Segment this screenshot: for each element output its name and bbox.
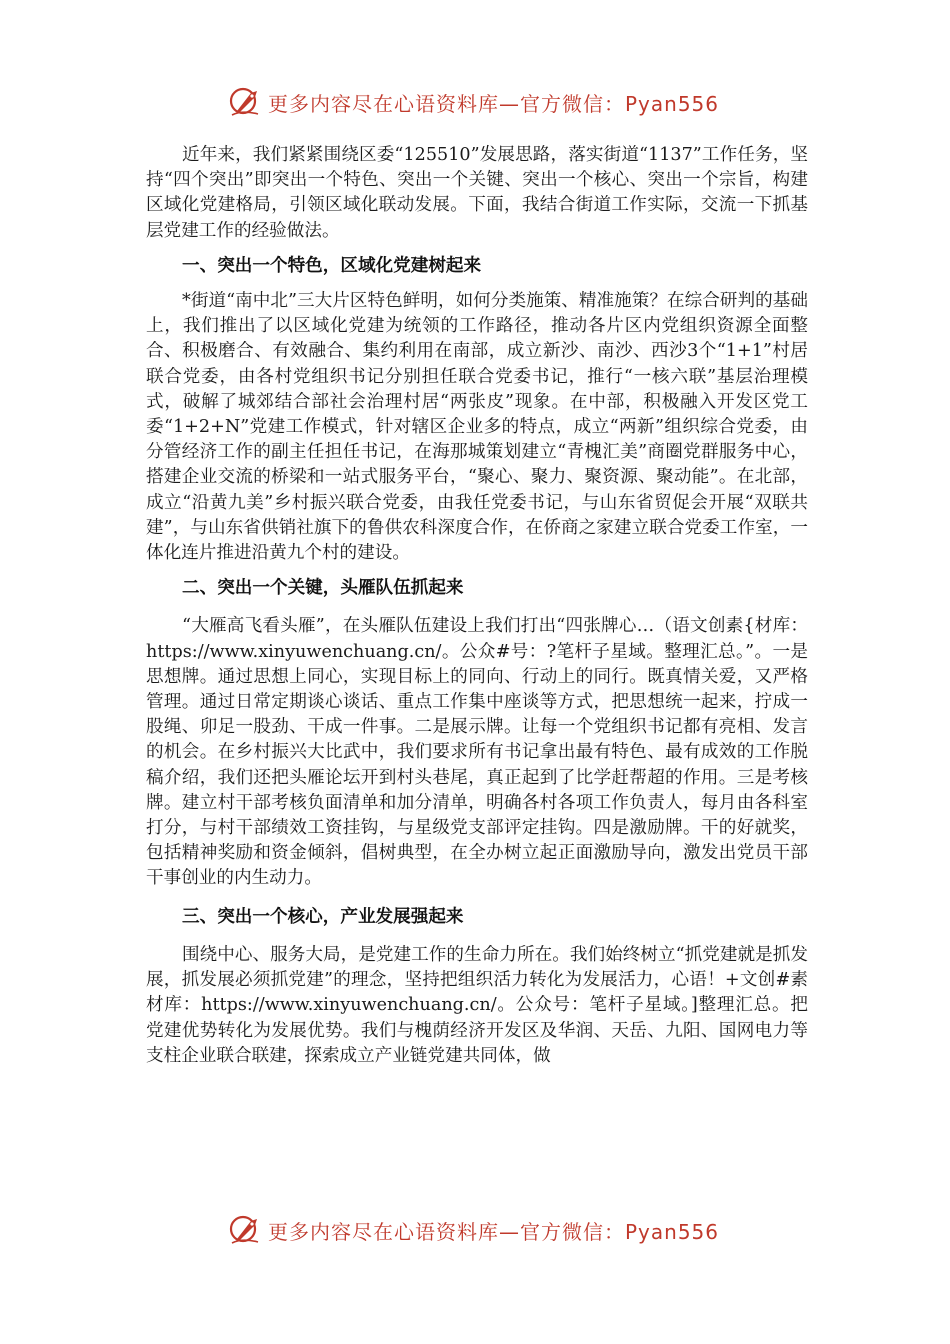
section-2-heading: 二、突出一个关键，头雁队伍抓起来: [182, 578, 464, 599]
section-1-heading: 一、突出一个特色，区域化党建树起来: [182, 255, 482, 276]
pen-nib-logo-icon: [228, 84, 264, 120]
intro-paragraph: 近年来，我们紧紧围绕区委“125510”发展思路，落实街道“1137”工作任务，坚持“四个突出”即突出一个特色、突出一个关键、突出一个核心、突出一个宗旨，构建区域化党建格局，引领区域化联动发展。下面，我结合街道工作实际，交流一下抓基层党建工作的经验做法。: [146, 145, 808, 241]
header-watermark-banner: [228, 82, 748, 122]
footer-watermark-banner: [228, 1210, 748, 1250]
banner-text: 更多内容尽在心语资料库—官方微信：Pyan556: [268, 1219, 720, 1244]
banner-text: 更多内容尽在心语资料库—官方微信：Pyan556: [268, 91, 720, 116]
section-3-heading: 三、突出一个核心，产业发展强起来: [182, 906, 464, 927]
pen-nib-logo-icon: [228, 1212, 264, 1248]
section-2-paragraph: “大雁高飞看头雁”，在头雁队伍建设上我们打出“四张牌心…（语文创素{材库：https://www.xinyuwenchuang.cn/。公众#号：?笔杆子星域。整理汇总。”。一是思想牌。通过思想上同心，实现目标上的同向、行动上的同行。既真情关爱，又严格管理。通过日常定期谈心谈话、重点工作集中座谈等方式，把思想统一起来，拧成一股绳、卯足一股劲、干成一件事。二是展示牌。让每一个党组织书记都有亮相、发言的机会。在乡村振兴大比武中，我们要求所有书记拿出最有特色、最有成效的工作脱稿介绍，我们还把头雁论坛开到村头巷尾，真正起到了比学赶帮超的作用。三是考核牌。建立村干部考核负面清单和加分清单，明确各村各项工作负责人，每月由各科室打分，与村干部绩效工资挂钩，与星级党支部评定挂钩。四是激励牌。干的好就奖，包括精神奖励和资金倾斜，倡树典型，在全办树立起正面激励导向，激发出党员干部干事创业的内生动力。: [146, 616, 808, 889]
section-3-paragraph: 围绕中心、服务大局，是党建工作的生命力所在。我们始终树立“抓党建就是抓发展，抓发展必须抓党建”的理念，坚持把组织活力转化为发展活力，心语！+文创#素材库：https://www.xinyuwenchuang.cn/。公众号：笔杆子星域。]整理汇总。把党建优势转化为发展优势。我们与槐荫经济开发区及华润、天岳、九阳、国网电力等支柱企业联合联建，探索成立产业链党建共同体，做: [146, 944, 808, 1066]
document-body: [146, 143, 808, 1069]
section-1-paragraph: *街道“南中北”三大片区特色鲜明，如何分类施策、精准施策？在综合研判的基础上，我们推出了以区域化党建为统领的工作路径，推动各片区内党组织资源全面整合、积极磨合、有效融合、集约利用在南部，成立新沙、南沙、西沙3个“1+1”村居联合党委，由各村党组织书记分别担任联合党委书记，推行“一核六联”基层治理模式，破解了城郊结合部社会治理村居“两张皮”现象。在中部，积极融入开发区党工委“1+2+N”党建工作模式，针对辖区企业多的特点，成立“两新”组织综合党委，由分管经济工作的副主任担任书记，在海那城策划建立“青槐汇美”商圈党群服务中心，搭建企业交流的桥梁和一站式服务平台，“聚心、聚力、聚资源、聚动能”。在北部，成立“沿黄九美”乡村振兴联合党委，由我任党委书记，与山东省贸促会开展“双联共建”，与山东省供销社旗下的鲁供农科深度合作，在侨商之家建立联合党委工作室，一体化连片推进沿黄九个村的建设。: [146, 291, 808, 564]
